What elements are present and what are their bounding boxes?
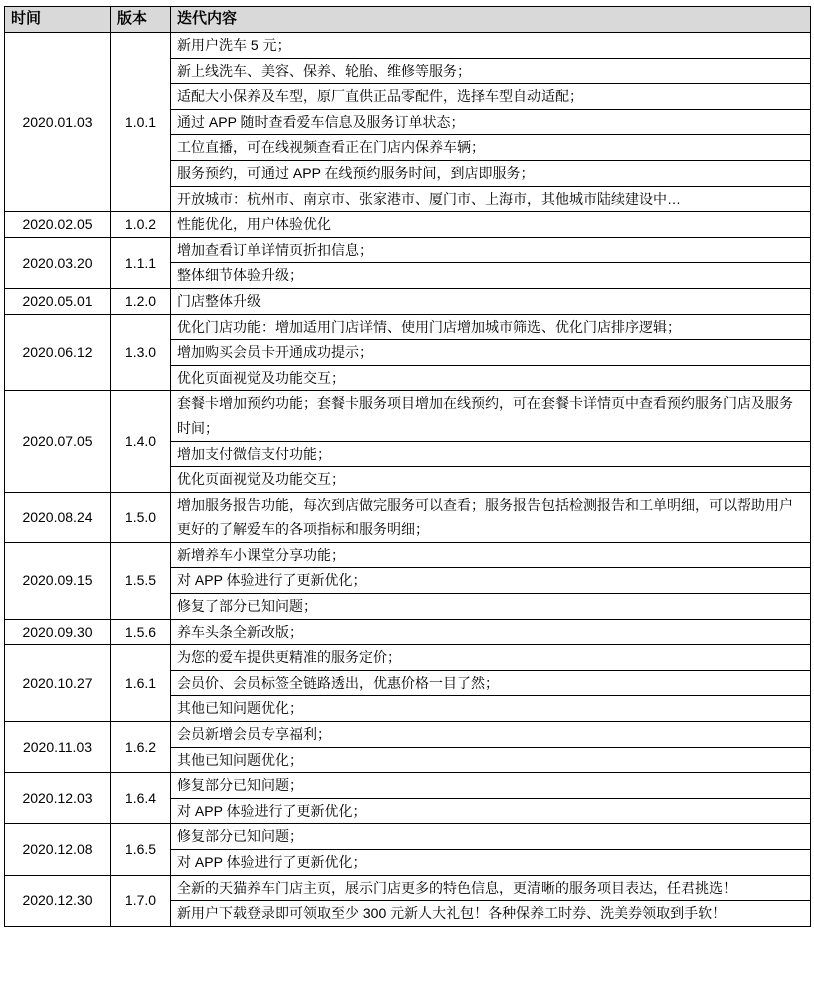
release-item: 会员新增会员专享福利； <box>171 722 811 748</box>
release-version: 1.3.0 <box>111 314 171 391</box>
release-item: 全新的天猫养车门店主页，展示门店更多的特色信息，更清晰的服务项目表达，任君挑选！ <box>171 875 811 901</box>
release-item: 对 APP 体验进行了更新优化； <box>171 568 811 594</box>
release-item: 其他已知问题优化； <box>171 696 811 722</box>
release-item: 适配大小保养及车型，原厂直供正品零配件，选择车型自动适配； <box>171 84 811 110</box>
release-history-table <box>4 6 811 927</box>
release-version: 1.6.5 <box>111 824 171 875</box>
table-row <box>5 875 811 901</box>
table-row <box>5 212 811 238</box>
release-item: 其他已知问题优化； <box>171 747 811 773</box>
release-version: 1.5.0 <box>111 492 171 542</box>
table-header-row <box>5 7 811 33</box>
release-item: 新用户洗车 5 元； <box>171 33 811 59</box>
table-row <box>5 314 811 340</box>
header-time: 时间 <box>5 7 111 33</box>
release-version: 1.2.0 <box>111 288 171 314</box>
release-item: 会员价、会员标签全链路透出，优惠价格一目了然； <box>171 670 811 696</box>
release-date: 2020.01.03 <box>5 33 111 212</box>
release-item: 性能优化，用户体验优化 <box>171 212 811 238</box>
table-row <box>5 619 811 645</box>
release-item: 套餐卡增加预约功能；套餐卡服务项目增加在线预约，可在套餐卡详情页中查看预约服务门店及服务时间； <box>171 391 811 441</box>
release-item: 优化门店功能：增加适用门店详情、使用门店增加城市筛选、优化门店排序逻辑； <box>171 314 811 340</box>
release-date: 2020.09.30 <box>5 619 111 645</box>
release-item: 修复部分已知问题； <box>171 773 811 799</box>
release-item: 工位直播，可在线视频查看正在门店内保养车辆； <box>171 135 811 161</box>
release-date: 2020.11.03 <box>5 722 111 773</box>
release-version: 1.1.1 <box>111 237 171 288</box>
release-date: 2020.02.05 <box>5 212 111 238</box>
release-version: 1.6.2 <box>111 722 171 773</box>
release-item: 新用户下载登录即可领取至少 300 元新人大礼包！各种保养工时券、洗美券领取到手软！ <box>171 901 811 927</box>
release-version: 1.6.4 <box>111 773 171 824</box>
release-item: 对 APP 体验进行了更新优化； <box>171 850 811 876</box>
release-date: 2020.07.05 <box>5 391 111 492</box>
release-date: 2020.12.08 <box>5 824 111 875</box>
table-row <box>5 288 811 314</box>
release-item: 整体细节体验升级； <box>171 263 811 289</box>
release-item: 新增养车小课堂分享功能； <box>171 542 811 568</box>
release-version: 1.0.2 <box>111 212 171 238</box>
release-item: 优化页面视觉及功能交互； <box>171 365 811 391</box>
table-row <box>5 773 811 799</box>
header-content: 迭代内容 <box>171 7 811 33</box>
table-row <box>5 645 811 671</box>
table-row <box>5 33 811 59</box>
release-item: 养车头条全新改版； <box>171 619 811 645</box>
release-item: 为您的爱车提供更精准的服务定价； <box>171 645 811 671</box>
release-version: 1.4.0 <box>111 391 171 492</box>
table-row <box>5 492 811 542</box>
release-date: 2020.05.01 <box>5 288 111 314</box>
table-row <box>5 391 811 441</box>
release-item: 增加支付微信支付功能； <box>171 441 811 467</box>
release-date: 2020.12.03 <box>5 773 111 824</box>
release-item: 优化页面视觉及功能交互； <box>171 467 811 493</box>
release-date: 2020.09.15 <box>5 542 111 619</box>
table-row <box>5 542 811 568</box>
release-item: 增加查看订单详情页折扣信息； <box>171 237 811 263</box>
release-version: 1.5.5 <box>111 542 171 619</box>
release-date: 2020.06.12 <box>5 314 111 391</box>
release-date: 2020.03.20 <box>5 237 111 288</box>
release-version: 1.6.1 <box>111 645 171 722</box>
release-item: 修复了部分已知问题； <box>171 594 811 620</box>
release-version: 1.0.1 <box>111 33 171 212</box>
table-row <box>5 824 811 850</box>
release-date: 2020.12.30 <box>5 875 111 926</box>
release-date: 2020.08.24 <box>5 492 111 542</box>
release-item: 通过 APP 随时查看爱车信息及服务订单状态； <box>171 109 811 135</box>
header-version: 版本 <box>111 7 171 33</box>
release-item: 开放城市：杭州市、南京市、张家港市、厦门市、上海市，其他城市陆续建设中… <box>171 186 811 212</box>
release-version: 1.7.0 <box>111 875 171 926</box>
release-date: 2020.10.27 <box>5 645 111 722</box>
release-item: 服务预约，可通过 APP 在线预约服务时间，到店即服务； <box>171 160 811 186</box>
release-item: 门店整体升级 <box>171 288 811 314</box>
release-item: 增加服务报告功能，每次到店做完服务可以查看；服务报告包括检测报告和工单明细，可以帮助用户更好的了解爱车的各项指标和服务明细； <box>171 492 811 542</box>
table-body <box>5 33 811 927</box>
release-item: 增加购买会员卡开通成功提示； <box>171 340 811 366</box>
release-item: 对 APP 体验进行了更新优化； <box>171 798 811 824</box>
release-item: 新上线洗车、美容、保养、轮胎、维修等服务； <box>171 58 811 84</box>
release-item: 修复部分已知问题； <box>171 824 811 850</box>
table-row <box>5 722 811 748</box>
table-row <box>5 237 811 263</box>
release-version: 1.5.6 <box>111 619 171 645</box>
